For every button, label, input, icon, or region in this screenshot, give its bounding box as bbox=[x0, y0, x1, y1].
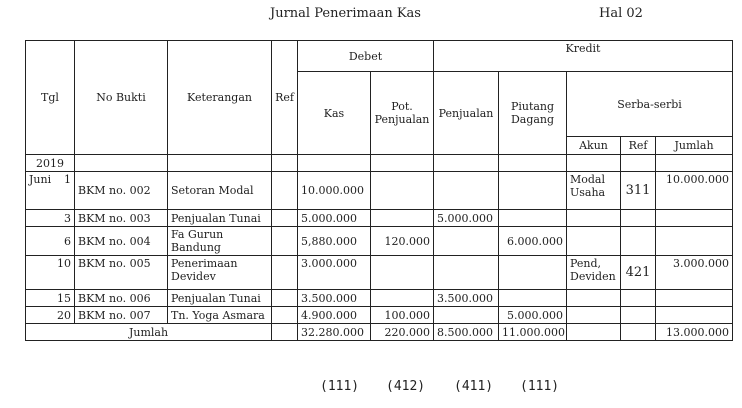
piutang-cell bbox=[499, 210, 567, 227]
jumlah-cell: 10.000.000 bbox=[656, 172, 733, 210]
penjualan-cell bbox=[434, 307, 499, 324]
akun-cell: Pend, Deviden bbox=[567, 256, 621, 290]
totals-row bbox=[26, 324, 733, 341]
kas-cell: 5.000.000 bbox=[298, 210, 371, 227]
pot-cell bbox=[371, 172, 434, 210]
day-cell: 3 bbox=[26, 210, 75, 227]
penjualan-cell bbox=[434, 256, 499, 290]
table-row bbox=[26, 227, 733, 256]
ss-ref-cell bbox=[621, 307, 656, 324]
jumlah-cell: 3.000.000 bbox=[656, 256, 733, 290]
col-header-jumlah: Jumlah bbox=[656, 137, 733, 155]
table-row bbox=[26, 172, 733, 210]
penjualan-cell bbox=[434, 172, 499, 210]
day-label: 1 bbox=[64, 173, 71, 186]
no-bukti-cell: BKM no. 005 bbox=[75, 256, 168, 290]
ref-cell bbox=[272, 172, 298, 210]
col-header-no-bukti: No Bukti bbox=[75, 41, 168, 155]
table-row bbox=[26, 307, 733, 324]
col-header-piutang-dagang: Piutang Dagang bbox=[499, 72, 567, 155]
ref-cell bbox=[272, 290, 298, 307]
pot-cell: 120.000 bbox=[371, 227, 434, 256]
no-bukti-cell: BKM no. 002 bbox=[75, 172, 168, 210]
penjualan-cell: 3.500.000 bbox=[434, 290, 499, 307]
table-row bbox=[26, 210, 733, 227]
journal-title: Jurnal Penerimaan Kas bbox=[270, 6, 421, 21]
total-penjualan: 8.500.000 bbox=[434, 324, 499, 341]
total-kas: 32.280.000 bbox=[298, 324, 371, 341]
ss-ref-cell bbox=[621, 210, 656, 227]
ref-cell bbox=[272, 307, 298, 324]
keterangan-cell: Setoran Modal bbox=[168, 172, 272, 210]
pot-cell bbox=[371, 290, 434, 307]
keterangan-cell: Penjualan Tunai bbox=[168, 210, 272, 227]
ref-cell bbox=[272, 256, 298, 290]
keterangan-cell: Tn. Yoga Asmara bbox=[168, 307, 272, 324]
ref-cell bbox=[272, 210, 298, 227]
col-header-akun: Akun bbox=[567, 137, 621, 155]
account-code-kas: (111) bbox=[320, 379, 360, 394]
no-bukti-cell: BKM no. 004 bbox=[75, 227, 168, 256]
akun-cell: Modal Usaha bbox=[567, 172, 621, 210]
piutang-cell bbox=[499, 256, 567, 290]
kas-cell: 5,880.000 bbox=[298, 227, 371, 256]
ss-ref-cell: 311 bbox=[621, 172, 656, 210]
col-header-serba-serbi: Serba-serbi bbox=[567, 72, 733, 137]
kas-cell: 3.500.000 bbox=[298, 290, 371, 307]
total-jumlah: 13.000.000 bbox=[656, 324, 733, 341]
table-row bbox=[26, 290, 733, 307]
col-header-tgl: Tgl bbox=[26, 41, 75, 155]
total-piutang: 11.000.000 bbox=[499, 324, 567, 341]
account-code-penjualan: (411) bbox=[454, 379, 494, 394]
akun-cell bbox=[567, 227, 621, 256]
keterangan-cell: Penerimaan Devidev bbox=[168, 256, 272, 290]
penjualan-cell: 5.000.000 bbox=[434, 210, 499, 227]
account-code-piutang: (111) bbox=[520, 379, 560, 394]
col-header-keterangan: Keterangan bbox=[168, 41, 272, 155]
col-header-kredit: Kredit bbox=[434, 41, 733, 72]
page-number: Hal 02 bbox=[599, 6, 643, 21]
no-bukti-cell: BKM no. 003 bbox=[75, 210, 168, 227]
piutang-cell bbox=[499, 172, 567, 210]
pot-cell: 100.000 bbox=[371, 307, 434, 324]
table-row bbox=[26, 256, 733, 290]
piutang-cell bbox=[499, 290, 567, 307]
jumlah-cell bbox=[656, 210, 733, 227]
ref-cell bbox=[272, 227, 298, 256]
pot-cell bbox=[371, 256, 434, 290]
header-row-1 bbox=[26, 41, 733, 72]
kas-cell: 3.000.000 bbox=[298, 256, 371, 290]
keterangan-cell: Fa Gurun Bandung bbox=[168, 227, 272, 256]
kas-cell: 4.900.000 bbox=[298, 307, 371, 324]
pot-cell bbox=[371, 210, 434, 227]
day-cell: 6 bbox=[26, 227, 75, 256]
akun-cell bbox=[567, 290, 621, 307]
jumlah-cell bbox=[656, 227, 733, 256]
totals-ref-cell bbox=[272, 324, 298, 341]
no-bukti-cell: BKM no. 006 bbox=[75, 290, 168, 307]
year-cell: 2019 bbox=[26, 155, 75, 172]
total-ss-ref-cell bbox=[621, 324, 656, 341]
keterangan-cell: Penjualan Tunai bbox=[168, 290, 272, 307]
ss-ref-cell: 421 bbox=[621, 256, 656, 290]
month-label: Juni bbox=[29, 173, 52, 186]
col-header-ss-ref: Ref bbox=[621, 137, 656, 155]
jumlah-cell bbox=[656, 307, 733, 324]
jumlah-cell bbox=[656, 290, 733, 307]
col-header-debet: Debet bbox=[298, 41, 434, 72]
journal-table bbox=[25, 40, 733, 341]
col-header-pot-penjualan: Pot. Penjualan bbox=[371, 72, 434, 155]
totals-label: Jumlah bbox=[26, 324, 272, 341]
total-akun-cell bbox=[567, 324, 621, 341]
day-cell: 20 bbox=[26, 307, 75, 324]
day-cell: 10 bbox=[26, 256, 75, 290]
kas-cell: 10.000.000 bbox=[298, 172, 371, 210]
total-pot: 220.000 bbox=[371, 324, 434, 341]
col-header-ref: Ref bbox=[272, 41, 298, 155]
piutang-cell: 5.000.000 bbox=[499, 307, 567, 324]
col-header-penjualan: Penjualan bbox=[434, 72, 499, 155]
col-header-kas: Kas bbox=[298, 72, 371, 155]
no-bukti-cell: BKM no. 007 bbox=[75, 307, 168, 324]
akun-cell bbox=[567, 210, 621, 227]
piutang-cell: 6.000.000 bbox=[499, 227, 567, 256]
ss-ref-cell bbox=[621, 290, 656, 307]
account-code-pot: (412) bbox=[386, 379, 426, 394]
year-row bbox=[26, 155, 733, 172]
date-cell bbox=[26, 172, 75, 210]
akun-cell bbox=[567, 307, 621, 324]
penjualan-cell bbox=[434, 227, 499, 256]
day-cell: 15 bbox=[26, 290, 75, 307]
ss-ref-cell bbox=[621, 227, 656, 256]
